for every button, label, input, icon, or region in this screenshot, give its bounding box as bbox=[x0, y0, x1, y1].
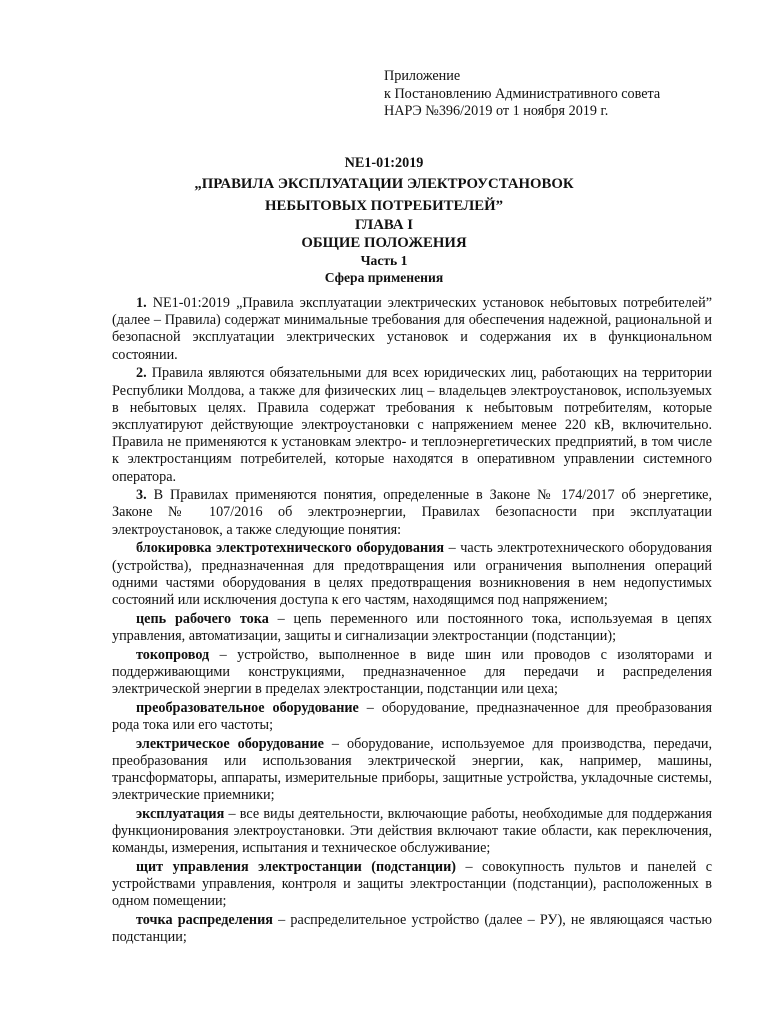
paragraph-text: NE1-01:2019 „Правила эксплуатации электрических установок небытовых потребителей” (далее – Правила) содержат минимальные требования для обеспечения надежной, рациональной и безопасной эксплуатации электрических установок и содержания их в функциональном состоянии. bbox=[112, 295, 712, 363]
chapter-number: ГЛАВА I bbox=[355, 217, 413, 233]
definition-item bbox=[112, 806, 712, 858]
definition-term: токопровод bbox=[136, 646, 210, 663]
definition-term: эксплуатация bbox=[136, 805, 225, 822]
definition-text: – совокупность пультов и панелей с устройствами управления, контроля и защиты электростанции (подстанции), расположенных в одном помещении; bbox=[112, 859, 712, 910]
definition-term: точка распределения bbox=[136, 912, 273, 929]
part-title: Сфера применения bbox=[324, 270, 444, 285]
definition-term: электрическое оборудование bbox=[136, 735, 324, 752]
definition-item bbox=[112, 736, 712, 805]
paragraph-2 bbox=[112, 365, 712, 485]
document-title-line-1: „ПРАВИЛА ЭКСПЛУАТАЦИИ ЭЛЕКТРОУСТАНОВОК bbox=[194, 176, 574, 192]
document-body bbox=[112, 295, 712, 948]
definition-item bbox=[112, 647, 712, 699]
definition-text: – оборудование, используемое для производства, передачи, преобразования или использования электрической энергии, как, например, машины, трансформаторы, аппараты, измерительные приборы, защитные устройства, укладочные системы, электрические приемники; bbox=[112, 735, 712, 804]
definition-text: – все виды деятельности, включающие работы, необходимые для поддержания функционирования электроустановки. Эти действия включают такие области, как переключения, команды, измерения, испытания и техническое обслуживание; bbox=[112, 805, 712, 857]
definition-item bbox=[112, 540, 712, 609]
document-heading bbox=[112, 153, 656, 286]
definition-item bbox=[112, 859, 712, 911]
paragraph-text: В Правилах применяются понятия, определенные в Законе № 174/2017 об энергетике, Законе № 107/2016 об электроэнергии, Правилах безопасности при эксплуатации электроустановок, а также следующие понятия: bbox=[112, 487, 712, 538]
definition-item bbox=[112, 700, 712, 734]
definition-text: – устройство, выполненное в виде шин или проводов с изоляторами и поддерживающими конструкциями, предназначенное для передачи и распределения электрической энергии в пределах электростанции, подстанции или цеха; bbox=[112, 646, 712, 697]
paragraph-3 bbox=[112, 487, 712, 539]
document-title-line-2: НЕБЫТОВЫХ ПОТРЕБИТЕЛЕЙ” bbox=[264, 198, 504, 214]
definition-term: преобразовательное оборудование bbox=[136, 699, 359, 716]
definition-item bbox=[112, 611, 712, 645]
paragraph-number: 1. bbox=[136, 295, 147, 311]
paragraph-1 bbox=[112, 295, 712, 364]
annex-block bbox=[384, 68, 754, 121]
paragraph-text: Правила являются обязательными для всех юридических лиц, работающих на территории Республики Молдова, а также для физических лиц – владельцев электроустановок, используемых в небытовых целях. Правила содержат требования к небытовым потребителям, которые эксплуатируют действующие электроустановки с напряжением менее 220 кВ, включительно. Правила не применяются к установкам электро- и теплоэнергетических предприятий, в том числе к электростанциям потребителей, которые находятся в оперативном управлении системного оператора. bbox=[112, 365, 712, 485]
definition-term: щит управления электростанции (подстанции) bbox=[136, 859, 456, 875]
annex-line-2: к Постановлению Административного совета bbox=[384, 85, 661, 102]
definition-item bbox=[112, 912, 712, 946]
paragraph-number: 2. bbox=[136, 365, 147, 382]
part-number: Часть 1 bbox=[360, 253, 408, 268]
document-code: NE1-01:2019 bbox=[344, 155, 424, 171]
definition-text: – цепь переменного или постоянного тока, используемая в цепях управления, автоматизации, защиты и сигнализации электростанции (подстанции); bbox=[112, 610, 712, 644]
definition-text: – часть электротехнического оборудования (устройства), предназначенная для предотвращения или ограничения выполнения операций одними частями оборудования в целях предотвращения возникновения в нем недопустимых состояний или исключения доступа к его частям, находящимся под напряжением; bbox=[112, 540, 712, 608]
annex-line-1: Приложение bbox=[384, 68, 461, 84]
paragraph-number: 3. bbox=[136, 487, 147, 504]
definition-text: – оборудование, предназначенное для преобразования рода тока или его частоты; bbox=[112, 699, 712, 733]
definition-text: – распределительное устройство (далее – РУ), не являющаяся частью подстанции; bbox=[112, 912, 712, 946]
annex-line-3: НАРЭ №396/2019 от 1 ноября 2019 г. bbox=[384, 103, 609, 120]
definition-term: блокировка электротехнического оборудования bbox=[136, 540, 445, 557]
definition-term: цепь рабочего тока bbox=[136, 610, 269, 627]
chapter-title: ОБЩИЕ ПОЛОЖЕНИЯ bbox=[301, 235, 467, 251]
